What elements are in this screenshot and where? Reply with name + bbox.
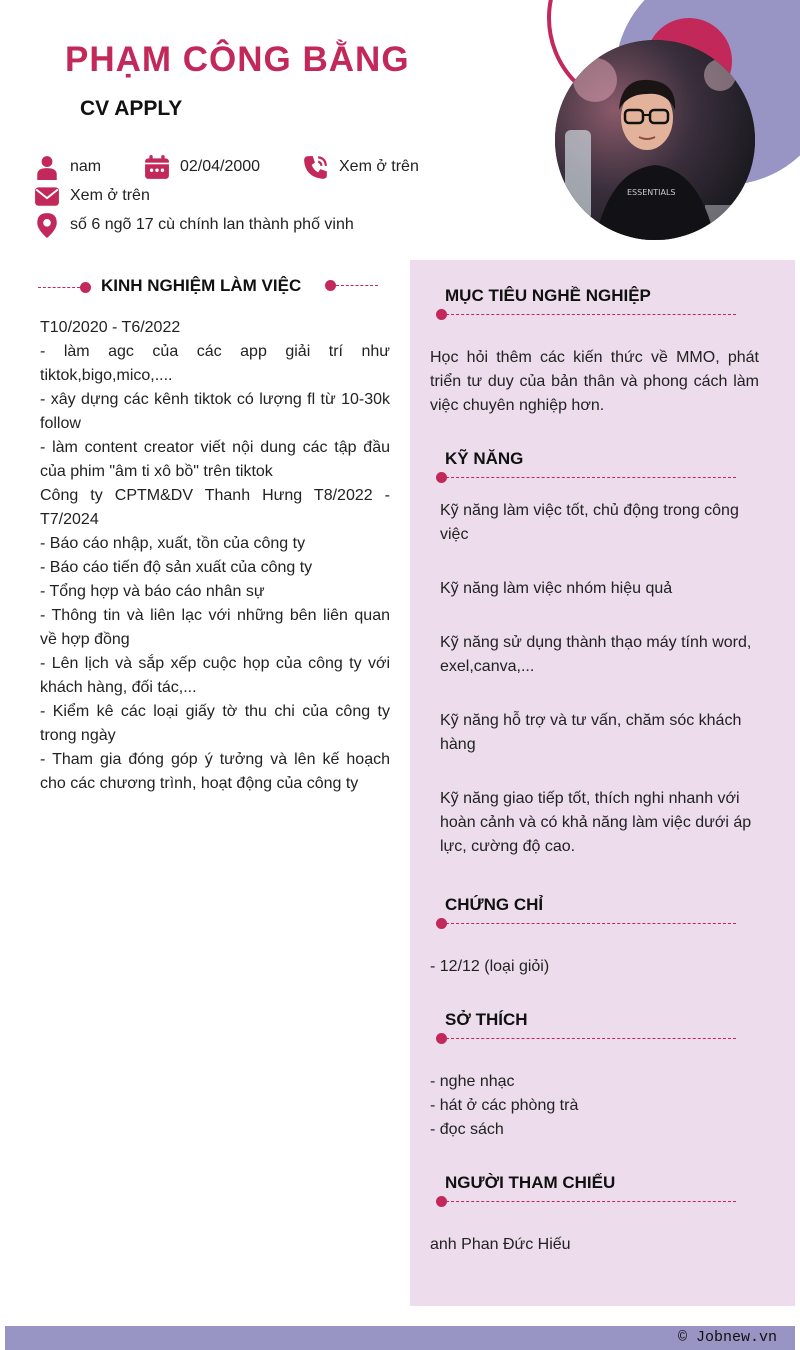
candidate-name: PHẠM CÔNG BẰNG: [65, 40, 410, 79]
heading-divider: [446, 1201, 736, 1202]
experience-line: - Tổng hợp và báo cáo nhân sự: [40, 583, 265, 600]
hobby-item: - đọc sách: [430, 1121, 504, 1138]
objective-title: MỤC TIÊU NGHỀ NGHIỆP: [445, 286, 651, 305]
skills-title: KỸ NĂNG: [445, 449, 524, 468]
birthday-row: [144, 154, 260, 180]
hobbies-list: [430, 1070, 759, 1142]
experience-line: - Lên lịch và sắp xếp cuộc họp của công ty với khách hàng, đối tác,...: [40, 655, 390, 696]
gender-row: [34, 154, 101, 180]
objective-text: Học hỏi thêm các kiến thức về MMO, phát triển tư duy của bản thân và phong cách làm việc chuyên nghiệp hơn.: [430, 349, 759, 414]
email-value: Xem ở trên: [70, 187, 150, 204]
address-value: số 6 ngõ 17 cù chính lan thành phố vinh: [70, 216, 354, 233]
certificates-heading: [436, 895, 766, 935]
skill-item: Kỹ năng làm việc tốt, chủ động trong công việc: [440, 502, 739, 543]
envelope-icon: [34, 183, 60, 209]
heading-divider: [38, 287, 80, 288]
experience-line: - Báo cáo nhập, xuất, tồn của công ty: [40, 535, 306, 552]
experience-line: - làm content creator viết nội dung các tập đầu của phim "âm ti xô bồ" trên tiktok: [40, 439, 390, 480]
email-row: [34, 183, 150, 209]
experience-content: [40, 316, 390, 796]
skill-item: Kỹ năng hỗ trợ và tư vấn, chăm sóc khách hàng: [440, 712, 742, 753]
certificates-list: [430, 955, 759, 979]
experience-title: KINH NGHIỆM LÀM VIỆC: [101, 276, 302, 295]
hobby-item: - nghe nhạc: [430, 1073, 515, 1090]
phone-row: [303, 154, 419, 180]
skill-item: Kỹ năng sử dụng thành thạo máy tính word, exel,canva,...: [440, 634, 752, 675]
footer-credit: © Jobnew.vn: [677, 1329, 777, 1346]
skills-list: [430, 499, 759, 889]
skills-heading: [436, 449, 766, 489]
experience-line: - Tham gia đóng góp ý tưởng và lên kế hoạch cho các chương trình, hoạt động của công ty: [40, 751, 390, 792]
right-panel: [410, 260, 795, 1306]
references-text: anh Phan Đức Hiếu: [430, 1236, 571, 1253]
certificates-title: CHỨNG CHỈ: [445, 895, 544, 914]
phone-icon: [303, 154, 329, 180]
heading-divider: [446, 314, 736, 315]
experience-line: Công ty CPTM&DV Thanh Hưng T8/2022 - T7/2024: [40, 487, 390, 528]
references-title: NGƯỜI THAM CHIẾU: [445, 1173, 616, 1192]
svg-text:ESSENTIALS: ESSENTIALS: [627, 188, 676, 197]
experience-line: - Báo cáo tiến độ sản xuất của công ty: [40, 559, 313, 576]
experience-line: - Kiểm kê các loại giấy tờ thu chi của công ty trong ngày: [40, 703, 390, 744]
map-pin-icon: [34, 212, 60, 238]
person-icon: [34, 154, 60, 180]
profile-photo: [555, 40, 755, 240]
heading-dot: [325, 280, 336, 291]
phone-value: Xem ở trên: [339, 158, 419, 175]
address-row: [34, 212, 354, 238]
certificate-item: - 12/12 (loại giỏi): [430, 958, 550, 975]
references-heading: [436, 1173, 766, 1213]
experience-line: - xây dựng các kênh tiktok có lượng fl từ 10-30k follow: [40, 391, 390, 432]
hobby-item: - hát ở các phòng trà: [430, 1097, 579, 1114]
hobbies-title: SỞ THÍCH: [445, 1010, 528, 1029]
footer-bar: [5, 1326, 795, 1350]
heading-divider: [446, 477, 736, 478]
heading-dot: [80, 282, 91, 293]
birthday-value: 02/04/2000: [180, 158, 261, 175]
experience-line: - Thông tin và liên lạc với những bên liên quan về hợp đồng: [40, 607, 390, 648]
skill-item: Kỹ năng làm việc nhóm hiệu quả: [440, 580, 673, 597]
experience-line: T10/2020 - T6/2022: [40, 319, 181, 336]
gender-value: nam: [70, 158, 102, 175]
heading-divider: [336, 285, 378, 286]
objective-heading: [436, 286, 766, 326]
heading-divider: [446, 1038, 736, 1039]
calendar-icon: [144, 154, 170, 180]
hobbies-heading: [436, 1010, 766, 1050]
skill-item: Kỹ năng giao tiếp tốt, thích nghi nhanh với hoàn cảnh và có khả năng làm việc dưới áp lực, cường độ cao.: [440, 790, 752, 855]
heading-divider: [446, 923, 736, 924]
experience-line: - làm agc của các app giải trí như tiktok,bigo,mico,....: [40, 343, 390, 384]
experience-heading: [36, 274, 381, 300]
cv-subtitle: CV APPLY: [80, 97, 183, 120]
